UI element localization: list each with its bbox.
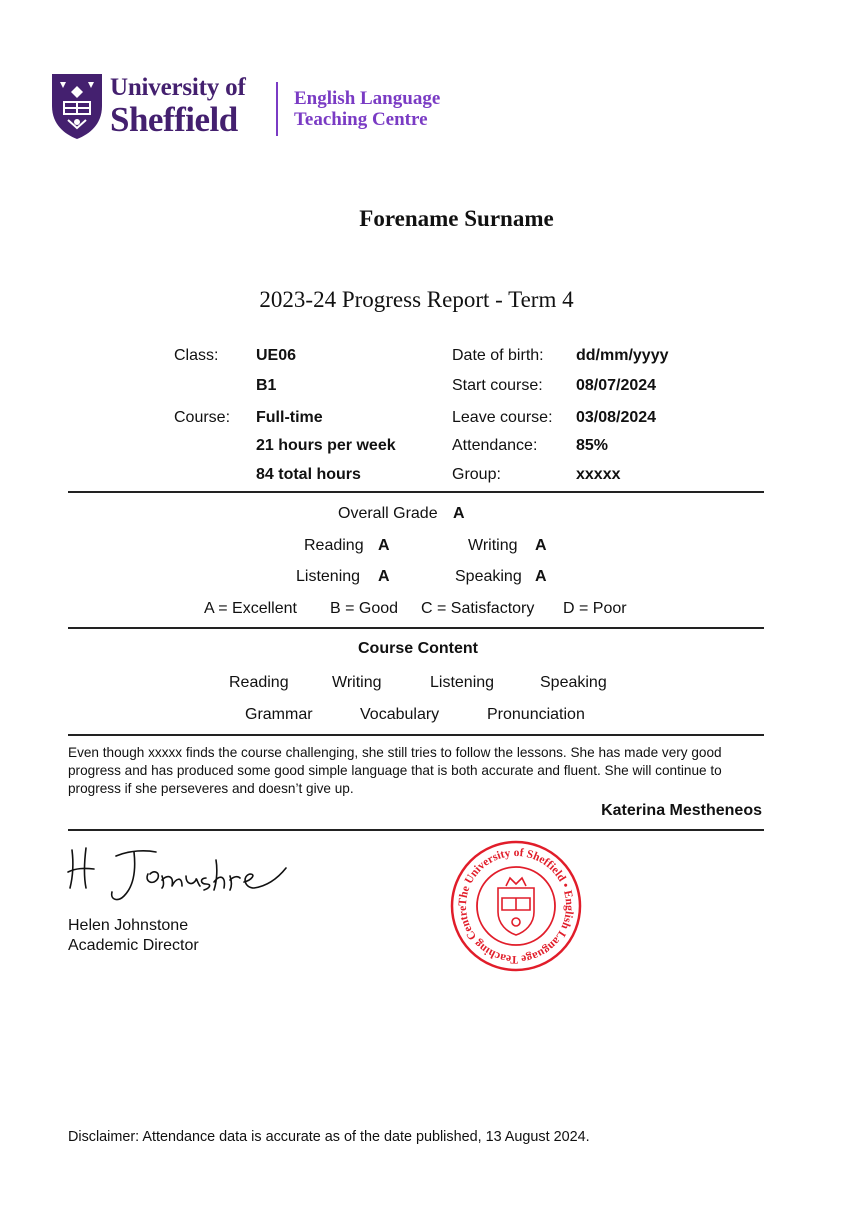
logo-divider — [276, 82, 278, 136]
total-hours: 84 total hours — [256, 466, 361, 483]
grade-key-excellent: A = Excellent — [204, 600, 297, 617]
attendance-label: Attendance: — [452, 437, 538, 454]
content-item-reading: Reading — [229, 674, 289, 691]
class-label: Class: — [174, 347, 219, 364]
course-content-heading: Course Content — [358, 640, 478, 657]
teacher-name: Katerina Mestheneos — [601, 802, 762, 819]
grade-key-poor: D = Poor — [563, 600, 627, 617]
listening-grade-value: A — [378, 568, 390, 585]
university-crest-logo — [50, 72, 104, 140]
course-value: Full-time — [256, 409, 323, 426]
reading-grade-label: Reading — [304, 537, 364, 554]
grade-key-good: B = Good — [330, 600, 399, 617]
content-item-grammar: Grammar — [245, 706, 313, 723]
disclaimer: Disclaimer: Attendance data is accurate as of the date published, 13 August 2024. — [68, 1129, 590, 1145]
divider-2 — [68, 627, 764, 629]
report-title: 2023-24 Progress Report - Term 4 — [259, 287, 574, 312]
start-course-value: 08/07/2024 — [576, 377, 657, 394]
divider-1 — [68, 491, 764, 493]
writing-grade-value: A — [535, 537, 547, 554]
content-item-pronunciation: Pronunciation — [487, 706, 585, 723]
grade-key-satisfactory: C = Satisfactory — [421, 600, 535, 617]
hours-per-week: 21 hours per week — [256, 437, 396, 454]
content-item-vocabulary: Vocabulary — [360, 706, 440, 723]
student-name: Forename Surname — [359, 206, 554, 231]
course-label: Course: — [174, 409, 231, 426]
signatory-name: Helen Johnstone — [68, 917, 189, 934]
speaking-grade-value: A — [535, 568, 547, 585]
content-item-writing: Writing — [332, 674, 382, 691]
divider-3 — [68, 734, 764, 736]
leave-course-value: 03/08/2024 — [576, 409, 657, 426]
class-value: UE06 — [256, 347, 297, 364]
department-name-line2: Teaching Centre — [294, 109, 428, 130]
university-seal-stamp — [448, 838, 584, 974]
overall-grade-label: Overall Grade — [338, 505, 438, 522]
attendance-value: 85% — [576, 437, 609, 454]
content-item-speaking: Speaking — [540, 674, 607, 691]
university-name-line2: Sheffield — [110, 100, 238, 139]
group-value: xxxxx — [576, 466, 621, 483]
start-course-label: Start course: — [452, 377, 543, 394]
teacher-comment: Even though xxxxx finds the course challenging, she still tries to follow the lessons. She has made very good progress and has produced some good simple language that is both accurate and fluent. She will continue to progress if she perseveres and doesn’t give up. — [68, 745, 722, 796]
listening-grade-label: Listening — [296, 568, 361, 585]
university-name-line1: University of — [110, 74, 246, 101]
handwritten-signature — [64, 838, 294, 908]
leave-course-label: Leave course: — [452, 409, 553, 426]
overall-grade-value: A — [453, 505, 465, 522]
level-value: B1 — [256, 377, 277, 394]
department-name-line1: English Language — [294, 88, 441, 109]
group-label: Group: — [452, 466, 501, 483]
writing-grade-label: Writing — [468, 537, 518, 554]
signatory-title: Academic Director — [68, 937, 199, 954]
dob-value: dd/mm/yyyy — [576, 347, 669, 364]
stamp-ring-text: The University of Sheffield • English Language Teaching Centre — [456, 846, 576, 966]
speaking-grade-label: Speaking — [455, 568, 522, 585]
divider-4 — [68, 829, 764, 831]
content-item-listening: Listening — [430, 674, 495, 691]
dob-label: Date of birth: — [452, 347, 544, 364]
reading-grade-value: A — [378, 537, 390, 554]
